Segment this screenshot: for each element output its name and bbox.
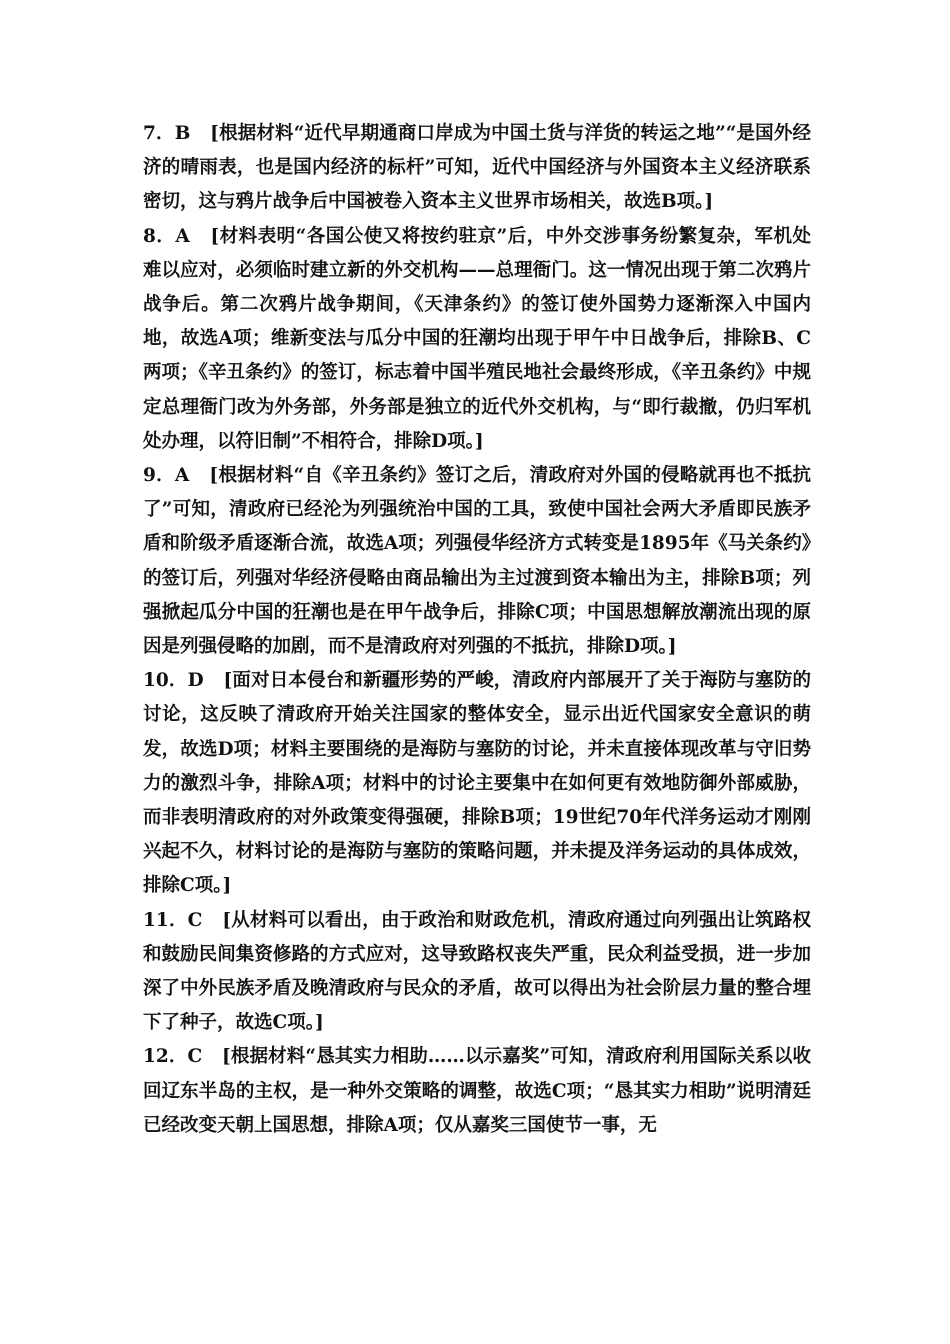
answer-explanation: [根据材料“自《辛丑条约》签订之后，清政府对外国的侵略就再也不抵抗了”可知，清政府已经沦为列强统治中国的工具，致使中国社会两大矛盾即民族矛盾和阶级矛盾逐渐合流，故选A项；列强侵华经济方式转变是1895年《马关条约》的签订后，列强对华经济侵略由商品输出为主过渡到资本输出为主，排除B项；列强掀起瓜分中国的狂潮也是在甲午战争后，排除C项；中国思想解放潮流出现的原因是列强侵略的加剧，而不是清政府对列强的不抵抗，排除D项。] bbox=[143, 465, 811, 658]
answer-explanation: [材料表明“各国公使又将按约驻京”后，中外交涉事务纷繁复杂，军机处难以应对，必须临时建立新的外交机构——总理衙门。这一情况出现于第二次鸦片战争后。第二次鸦片战争期间，《天津条约》的签订使外国势力逐渐深入中国内地，故选A项；维新变法与瓜分中国的狂潮均出现于甲午中日战争后，排除B、C两项；《辛丑条约》的签订，标志着中国半殖民地社会最终形成，《辛丑条约》中规定总理衙门改为外务部，外务部是独立的近代外交机构，与“即行裁撤，仍归军机处办理，以符旧制”不相符合，排除D项。] bbox=[143, 225, 811, 452]
answer-number: 12．C bbox=[143, 1046, 203, 1068]
answer-explanation: [从材料可以看出，由于政治和财政危机，清政府通过向列强出让筑路权和鼓励民间集资修路的方式应对，这导致路权丧失严重，民众利益受损，进一步加深了中外民族矛盾及晚清政府与民众的矛盾，故可以得出为社会阶层力量的整合埋下了种子，故选C项。] bbox=[143, 909, 811, 1034]
answer-item-11 bbox=[143, 904, 811, 1041]
answer-item-9 bbox=[143, 459, 811, 664]
answer-number: 10．D bbox=[143, 670, 204, 692]
answer-number: 8．A bbox=[143, 225, 190, 247]
answer-item-7 bbox=[143, 117, 811, 220]
answer-item-12 bbox=[143, 1040, 811, 1143]
answer-explanation: [根据材料“恳其实力相助……以示嘉奖”可知，清政府利用国际关系以收回辽东半岛的主权，是一种外交策略的调整，故选C项；“恳其实力相助”说明清廷已经改变天朝上国思想，排除A项；仅从嘉奖三国使节一事，无 bbox=[143, 1046, 811, 1136]
answer-item-10 bbox=[143, 664, 811, 903]
answer-number: 9．A bbox=[143, 465, 190, 487]
answer-item-8 bbox=[143, 220, 811, 459]
answer-number: 11．C bbox=[143, 909, 203, 931]
answer-number: 7．B bbox=[143, 123, 191, 144]
answer-explanation: [根据材料“近代早期通商口岸成为中国土货与洋货的转运之地”“是国外经济的晴雨表，也是国内经济的标杆”可知，近代中国经济与外国资本主义经济联系密切，这与鸦片战争后中国被卷入资本主义世界市场相关，故选B项。] bbox=[143, 123, 811, 213]
answer-explanation: [面对日本侵台和新疆形势的严峻，清政府内部展开了关于海防与塞防的讨论，这反映了清政府开始关注国家的整体安全，显示出近代国家安全意识的萌发，故选D项；材料主要围绕的是海防与塞防的讨论，并未直接体现改革与守旧势力的激烈斗争，排除A项；材料中的讨论主要集中在如何更有效地防御外部威胁，而非表明清政府的对外政策变得强硬，排除B项；19世纪70年代洋务运动才刚刚兴起不久，材料讨论的是海防与塞防的策略问题，并未提及洋务运动的具体成效，排除C项。] bbox=[143, 670, 812, 897]
answer-document bbox=[143, 117, 811, 1143]
